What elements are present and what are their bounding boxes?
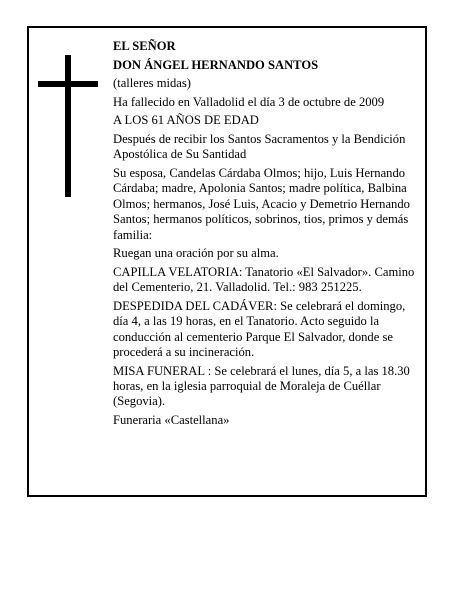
prayer-line: Ruegan una oración por su alma.: [113, 246, 279, 261]
death-info: Ha fallecido en Valladolid el día 3 de octubre de 2009: [113, 94, 385, 109]
farewell-paragraph: DESPEDIDA DEL CADÁVER: Se celebrará el domingo, día 4, a las 19 horas, en el Tanatorio. Acto seguido la conducción al cementerio Parque El Salvador, donde se procederá a su incineración.: [113, 298, 406, 359]
age-line: A LOS 61 AÑOS DE EDAD: [113, 113, 259, 128]
obituary-title: EL SEÑOR: [113, 39, 176, 53]
chapel-paragraph: CAPILLA VELATORIA: Tanatorio «El Salvador». Camino del Cementerio, 21. Valladolid. Tel.: 983 251225.: [113, 264, 415, 295]
cross-horizontal-bar: [38, 81, 98, 87]
deceased-subtitle: (talleres midas): [113, 76, 191, 91]
obituary-text: [113, 39, 423, 432]
sacraments-line: Después de recibir los Santos Sacramentos y la Bendición Apostólica de Su Santidad: [113, 131, 406, 162]
deceased-name: DON ÁNGEL HERNANDO SANTOS: [113, 57, 319, 72]
family-paragraph: Su esposa, Candelas Cárdaba Olmos; hijo, Luis Hernando Cárdaba; madre, Apolonia Santos; madre política, Balbina Olmos; hermanos, José Luis, Acacio y Demetrio Hernando Santos; hermanos políticos, sobrinos, tios, primos y demás familia:: [113, 165, 410, 242]
cross-vertical-bar: [65, 55, 71, 197]
funeral-home: Funeraria «Castellana»: [113, 413, 230, 427]
mass-paragraph: MISA FUNERAL : Se celebrará el lunes, día 5, a las 18.30 horas, en la iglesia parroquial de Moraleja de Cuéllar (Segovia).: [113, 363, 410, 409]
